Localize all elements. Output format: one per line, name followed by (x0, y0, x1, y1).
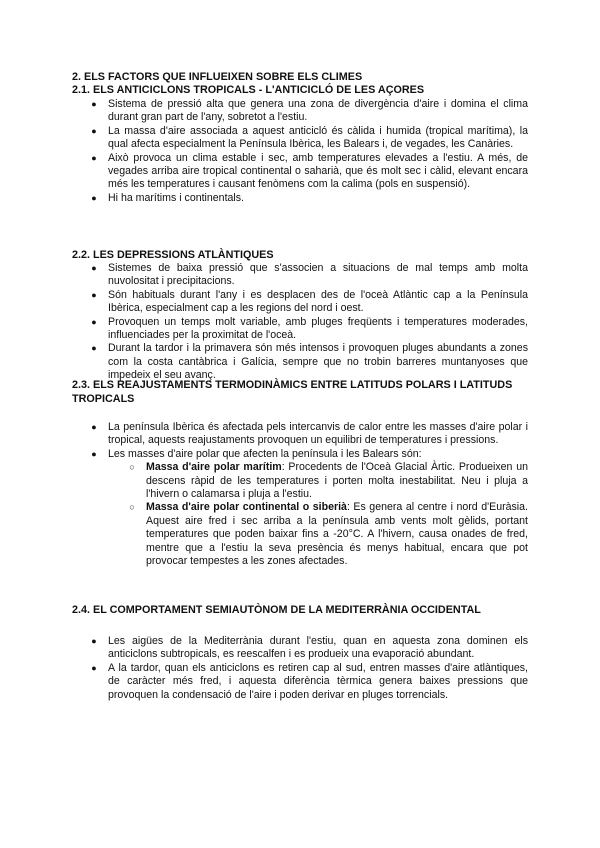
list-item: ● Sistema de pressió alta que genera una zona de divergència d'aire i domina el clima durant gran part de l'any, sobretot a l'estiu. (88, 98, 528, 125)
bullet-icon: ● (91, 316, 97, 327)
list-item: ● Sistemes de baixa pressió que s'associen a situacions de mal temps amb molta nuvolositat i precipitacions. (88, 262, 528, 289)
list-item: ● Són habituals durant l'any i es desplacen des de l'oceà Atlàntic cap a la Península Ibèrica, especialment cap a les regions del nord i oest. (88, 289, 528, 316)
term: Massa d'aire polar marítim (146, 461, 282, 474)
circle-bullet-icon: ○ (129, 462, 135, 473)
list-item: ● Això provoca un clima estable i sec, amb temperatures elevades a l'estiu. A més, de vegades arriba aire tropical continental o saharià, que és molt sec i càlid, elevant encara més les temperatures i causant fenòmens com la calima (pols en suspensió). (88, 152, 528, 192)
list-item: ● La massa d'aire associada a aquest anticicló és càlida i humida (tropical marítima), la qual afecta especialment la Península Ibèrica, les Balears i, de vegades, les Canàries. (88, 125, 528, 152)
bullet-icon: ● (91, 263, 97, 273)
bullet-icon: ● (91, 125, 97, 136)
bullet-icon: ● (91, 448, 97, 459)
list-item: ● La península Ibèrica és afectada pels intercanvis de calor entre les masses d'aire polar i tropical, aquests reajustaments provoquen un equilibri de temperatures i pressions. (88, 421, 528, 448)
section-heading-2-2: 2.2. LES DEPRESSIONS ATLÀNTIQUES (72, 249, 274, 261)
bullet-icon: ● (91, 422, 97, 432)
bullet-icon: ● (91, 636, 97, 646)
section-2-4-list (88, 635, 528, 702)
bullet-icon: ● (91, 662, 97, 673)
section-heading-2-4: 2.4. EL COMPORTAMENT SEMIAUTÒNOM DE LA MEDITERRÀNIA OCCIDENTAL (72, 604, 481, 616)
sublist-item: ○ Massa d'aire polar marítim: Procedents de l'Oceà Glacial Àrtic. Produeixen un descens ràpid de les temperatures i porten molta inestabilitat. Neu i pluja a l'hivern o calamarsa i pluja a l'estiu. (108, 461, 528, 501)
bullet-icon: ● (91, 152, 97, 163)
list-item: ● Hi ha marítims i continentals. (88, 192, 528, 205)
list-item: ● Provoquen un temps molt variable, amb pluges freqüents i temperatures moderades, influenciades per la proximitat de l'oceà. (88, 316, 528, 343)
term: Massa d'aire polar continental o siberià (146, 501, 347, 514)
list-item: ● Les aigües de la Mediterrània durant l'estiu, quan en aquesta zona dominen els anticiclons subtropicals, es reescalfen i es produeix una evaporació abundant. (88, 635, 528, 662)
document-title: 2. ELS FACTORS QUE INFLUEIXEN SOBRE ELS CLIMES (72, 71, 363, 83)
section-2-1-list (88, 98, 528, 205)
list-item: ● A la tardor, quan els anticiclons es retiren cap al sud, entren masses d'aire atlàntiques, de caràcter més fred, i aquesta diferència tèrmica genera baixes pressions que provoquen la condensació de l'aire i poden derivar en pluges torrencials. (88, 662, 528, 702)
sublist-item: ○ Massa d'aire polar continental o siberià: Es genera al centre i nord d'Euràsia. Aquest aire fred i sec arriba a la península amb vents molt gèlids, portant temperatures que poden baixar fins a -20°C. A l'hivern, causa onades de fred, mentre que a l'estiu la seva presència és menys habitual, encara que pot provocar tempestes a les zones afectades. (108, 501, 528, 568)
section-heading-2-1: 2.1. ELS ANTICICLONS TROPICALS - L'ANTICICLÓ DE LES AÇORES (72, 84, 425, 96)
list-item: ● Durant la tardor i la primavera són més intensos i provoquen pluges abundants a zones com la costa cantàbrica i Galícia, sempre que no trobin barreres muntanyoses que impedeix el seu avanç. (88, 342, 528, 382)
list-item: ● Les masses d'aire polar que afecten la península i les Balears són: ○ Massa d'aire polar marítim: Procedents de l'Oceà Glacial Àrtic. Produeixen un descens ràpid de les temperatures i porten molta inestabilitat. Neu i pluja a l'hivern o calamarsa i pluja a l'estiu. ○ Massa d'aire polar continental o siberià: Es genera al centre i nord d'Euràsia. Aquest aire fred i sec arriba a la península amb vents molt gèlids, portant temperatures que poden baixar fins a -20°C. A l'hivern, causa onades de fred, mentre que a l'estiu la seva presència és menys habitual, encara que pot provocar tempestes a les zones afectades. (88, 448, 528, 569)
section-heading-2-3: 2.3. ELS REAJUSTAMENTS TERMODINÀMICS ENTRE LATITUDS POLARS I LATITUDS TROPICALS (72, 379, 513, 405)
section-2-3-list (88, 421, 528, 568)
section-2-2-list (88, 262, 528, 383)
bullet-icon: ● (91, 343, 97, 354)
bullet-icon: ● (91, 192, 97, 203)
circle-bullet-icon: ○ (129, 502, 135, 513)
bullet-icon: ● (91, 99, 97, 109)
bullet-icon: ● (91, 289, 97, 300)
sublist (108, 461, 528, 568)
